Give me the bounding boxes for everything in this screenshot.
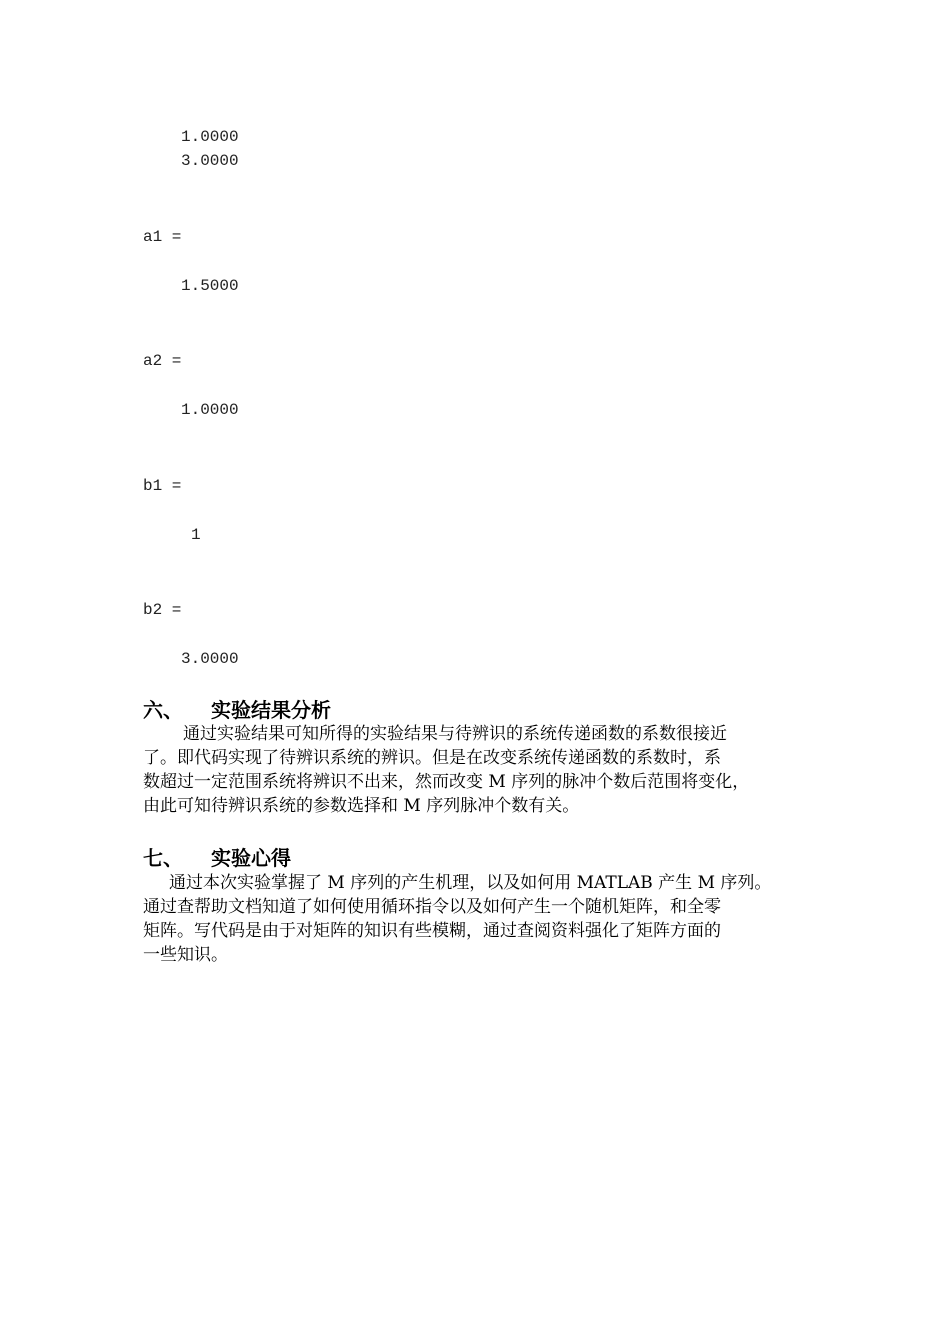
b2-value: 3.0000 [181,650,239,668]
section-heading-analysis [143,697,331,723]
section-paragraph-analysis [143,722,823,818]
section-title: 实验结果分析 [211,698,331,722]
b2-label: b2 = [143,601,182,619]
a1-value: 1.5000 [181,277,239,295]
a1-label: a1 = [143,228,182,246]
paragraph-line: 由此可知待辨识系统的参数选择和 M 序列脉冲个数有关。 [143,796,580,816]
paragraph-line: 矩阵。写代码是由于对矩阵的知识有些模糊，通过查阅资料强化了矩阵方面的 [143,921,721,941]
section-number: 七、 [143,846,183,870]
a2-value: 1.0000 [181,401,239,419]
paragraph-line: 通过实验结果可知所得的实验结果与待辨识的系统传递函数的系数很接近 [183,724,727,744]
paragraph-line: 通过本次实验掌握了 M 序列的产生机理，以及如何用 MATLAB 产生 M 序列。 [169,873,772,893]
vector-value-1: 1.0000 [181,128,239,146]
section-paragraph-reflection [143,871,823,967]
section-number: 六、 [143,698,183,722]
vector-value-2: 3.0000 [181,152,239,170]
paragraph-line: 通过查帮助文档知道了如何使用循环指令以及如何产生一个随机矩阵，和全零 [143,897,721,917]
section-title: 实验心得 [211,846,291,870]
b1-label: b1 = [143,477,182,495]
b1-value: 1 [191,526,201,544]
a2-label: a2 = [143,352,182,370]
section-heading-reflection [143,845,291,871]
paragraph-line: 数超过一定范围系统将辨识不出来，然而改变 M 序列的脉冲个数后范围将变化， [143,772,750,792]
paragraph-line: 了。即代码实现了待辨识系统的辨识。但是在改变系统传递函数的系数时，系 [143,748,721,768]
paragraph-line: 一些知识。 [143,945,228,965]
